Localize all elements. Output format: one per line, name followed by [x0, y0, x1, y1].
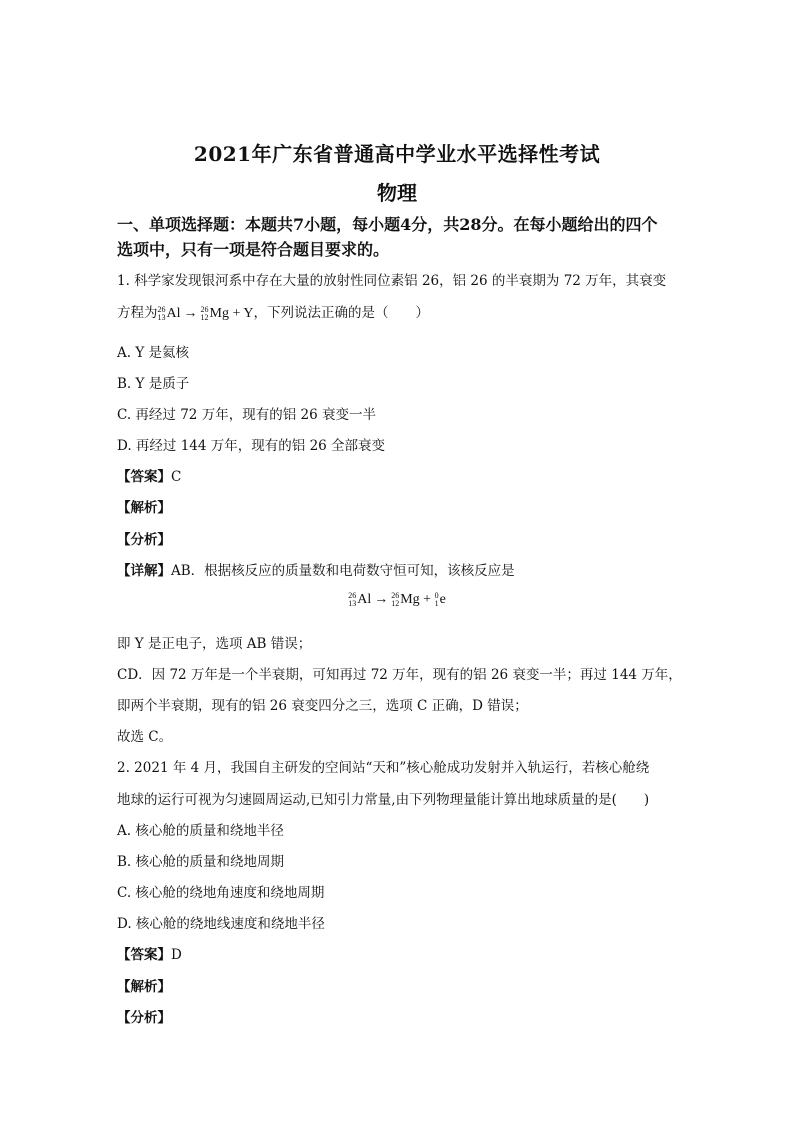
- q2-option-c: C. 核心舱的绕地角速度和绕地周期: [117, 885, 325, 901]
- subject-title: 物理: [377, 181, 417, 205]
- q1-answer-value: C: [171, 469, 182, 485]
- q2-answer-value: D: [171, 947, 182, 963]
- q1-stem-prefix: 方程为: [117, 305, 158, 321]
- q1-answer: [117, 465, 181, 485]
- section-heading: [117, 212, 697, 262]
- q1-option-b: B. Y 是质子: [117, 376, 190, 392]
- eq-al-charge: 13: [348, 599, 357, 608]
- al-charge-number: 13: [157, 312, 166, 322]
- mg-mass-number: 26: [200, 304, 209, 314]
- q1-detail-line-3: CD．因 72 万年是一个半衰期，可知再过 72 万年，现有的铝 26 衰变一半；再过 144 万年，: [117, 667, 682, 683]
- q1-stem-suffix: ，下列说法正确的是（ ）: [253, 305, 429, 321]
- q2-option-a: A. 核心舱的质量和绕地半径: [117, 823, 284, 839]
- q2-option-b: B. 核心舱的质量和绕地周期: [117, 854, 285, 870]
- mg-nuclide-numbers: [201, 306, 209, 322]
- eq-al-mass: 26: [348, 591, 357, 600]
- reaction-arrow: →: [183, 306, 198, 321]
- section-heading-line-2: 选项中，只有一项是符合题目要求的。: [117, 240, 390, 259]
- q1-fenxi-label: 【分析】: [117, 532, 171, 548]
- eq-e-mass: 0: [434, 591, 439, 600]
- eq-mg-charge: 12: [391, 599, 400, 608]
- q2-stem-line-1: 2. 2021 年 4 月，我国自主研发的空间站“天和”核心舱成功发射并入轨运行，若核心舱绕: [117, 760, 650, 776]
- eq-plus: +: [423, 592, 432, 608]
- q2-answer: [117, 943, 182, 963]
- eq-mg-mass: 26: [391, 591, 400, 600]
- eq-mg-numbers: [391, 592, 399, 608]
- al-mass-number: 26: [157, 304, 166, 314]
- q1-option-a: A. Y 是氦核: [117, 345, 190, 361]
- section-heading-line-1: 一、单项选择题：本题共7小题，每小题4分，共28分。在每小题给出的四个: [117, 215, 658, 234]
- q1-detail-line-1: [117, 559, 515, 579]
- eq-al-numbers: [348, 592, 356, 608]
- exam-title: 2021年广东省普通高中学业水平选择性考试: [193, 142, 601, 166]
- eq-arrow: →: [374, 592, 389, 608]
- q1-option-d: D. 再经过 144 万年，现有的铝 26 全部衰变: [117, 438, 386, 454]
- q2-answer-label: 【答案】: [117, 947, 171, 963]
- q1-stem-line-2: [117, 301, 429, 322]
- q1-detail-text: AB．根据核反应的质量数和电荷数守恒可知，该核反应是: [171, 563, 515, 579]
- plus-sign: +: [232, 306, 241, 321]
- q2-option-d: D. 核心舱的绕地线速度和绕地半径: [117, 916, 325, 932]
- al-symbol: Al: [166, 306, 181, 321]
- q2-fenxi-label: 【分析】: [117, 1010, 171, 1026]
- eq-e-symbol: e: [439, 592, 446, 608]
- mg-charge-number: 12: [200, 312, 209, 322]
- q1-decay-equation: [158, 306, 254, 321]
- mg-symbol: Mg: [209, 306, 229, 321]
- q1-stem-line-1: 1. 科学家发现银河系中存在大量的放射性同位素铝 26，铝 26 的半衰期为 72 万年，其衰变: [117, 273, 667, 289]
- y-symbol: Y: [243, 306, 254, 321]
- q1-detail-line-2: 即 Y 是正电子，选项 AB 错误；: [117, 636, 312, 652]
- eq-e-numbers: [435, 592, 439, 608]
- q2-analysis-label: 【解析】: [117, 979, 171, 995]
- q1-detail-line-4: 即两个半衰期，现有的铝 26 衰变四分之三，选项 C 正确，D 错误；: [117, 698, 528, 714]
- q2-stem-line-2: 地球的运行可视为匀速圆周运动,已知引力常量,由下列物理量能计算出地球质量的是( ): [117, 792, 650, 808]
- q1-detail-label: 【详解】: [117, 563, 171, 579]
- q1-full-equation: [0, 592, 794, 608]
- q1-option-c: C. 再经过 72 万年，现有的铝 26 衰变一半: [117, 407, 376, 423]
- eq-e-charge: 1: [434, 599, 439, 608]
- q1-analysis-label: 【解析】: [117, 500, 171, 516]
- eq-mg-symbol: Mg: [400, 592, 420, 608]
- q1-detail-line-5: 故选 C。: [117, 729, 173, 745]
- al-nuclide-numbers: [158, 306, 166, 322]
- q1-answer-label: 【答案】: [117, 469, 171, 485]
- eq-al-symbol: Al: [357, 592, 372, 608]
